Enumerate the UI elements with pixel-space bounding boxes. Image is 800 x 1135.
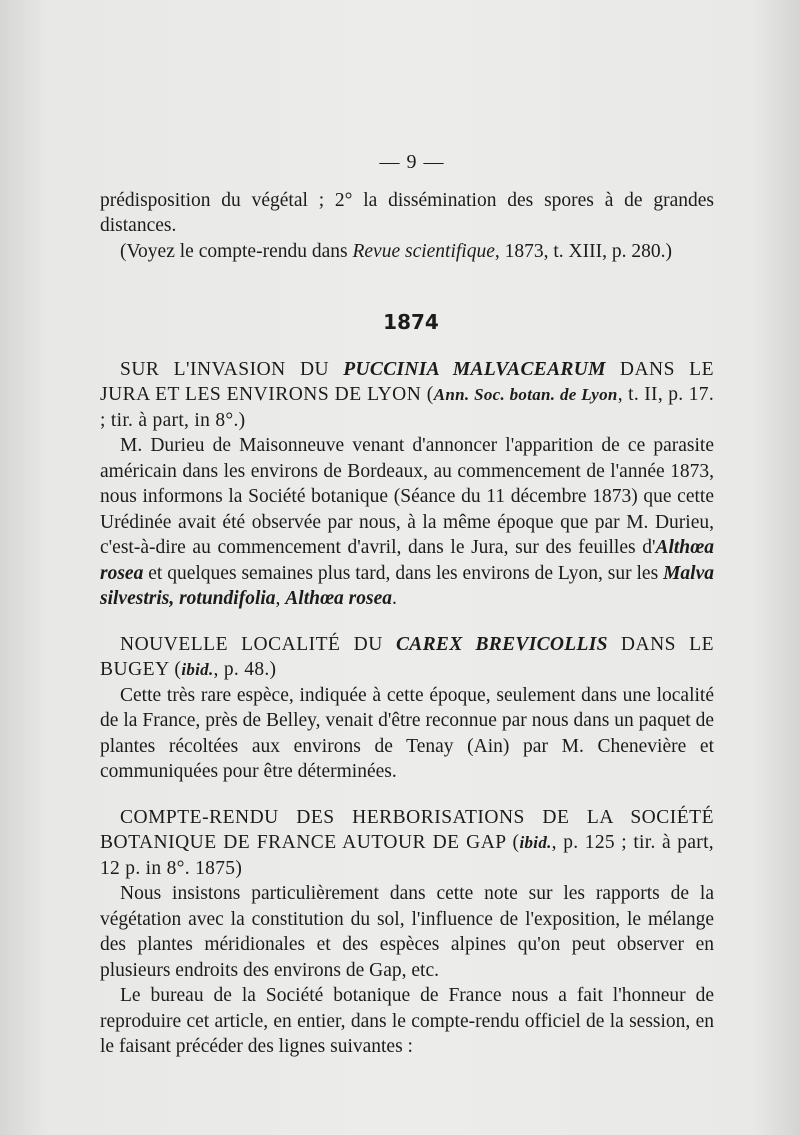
year-heading: 1874	[383, 310, 439, 334]
page-number: — 9 —	[379, 151, 445, 173]
section2-title-ref: ibid.	[181, 660, 214, 679]
section2-title-c: , p. 48.)	[213, 659, 277, 680]
section3-title	[100, 805, 714, 882]
section1-body-a: M. Durieu de Maisonneuve venant d'annoncer l'apparition de ce parasite américain dans les environs de Bordeaux, au commencement de l'année 1873, nous informons la Société botanique (Séance du 11 décembre 1873) que cette Urédinée avait été observée par nous, à la même époque que par M. Durieu, c'est-à-dire au commencement d'avril, dans le Jura, sur des feuilles d'	[100, 435, 714, 558]
intro-ref-journal: Revue scientifique	[352, 240, 495, 262]
intro-reference	[100, 239, 714, 265]
section1-species-2: Malva silvestris, rotundifolia	[100, 562, 714, 609]
section3-title-b: , p. 125 ; tir. à part, 12 p. in 8°. 1875)	[100, 832, 714, 879]
section2-title	[100, 632, 714, 683]
intro-text: prédisposition du végétal ; 2° la dissémination des spores à de grandes distances.	[100, 189, 714, 236]
section3-body-2: Le bureau de la Société botanique de France nous a fait l'honneur de reproduire cet article, en entier, dans le compte-rendu officiel de la session, en le faisant précéder des lignes suivantes :	[100, 985, 714, 1057]
section1-title-ref: Ann. Soc. botan. de Lyon	[433, 385, 618, 404]
intro-ref-prefix: (Voyez le compte-rendu dans	[120, 240, 353, 262]
intro-paragraph	[100, 188, 714, 239]
spacer	[100, 612, 714, 632]
spacer	[100, 785, 714, 805]
page-content	[100, 150, 714, 1060]
section2-title-b: DANS LE BUGEY (	[100, 633, 714, 680]
section2-title-a: NOUVELLE LOCALITÉ DU	[120, 633, 396, 655]
section1-species-1: Althœa rosea	[100, 537, 714, 584]
section1-body	[100, 433, 714, 612]
section1-title	[100, 357, 714, 434]
section3-title-a: COMPTE-RENDU DES HERBORISATIONS DE LA SOCIÉTÉ BOTANIQUE DE FRANCE AUTOUR DE GAP (	[100, 806, 714, 853]
section1-title-c: , t. II, p. 17. ; tir. à part, in 8°.)	[100, 384, 714, 431]
section1-body-d: .	[392, 588, 397, 609]
section3-body-1: Nous insistons particulièrement dans cette note sur les rapports de la végétation avec la constitution du sol, l'influence de l'exposition, le mélange des plantes méridionales et des espèces alpines qu'on peut observer en plusieurs endroits des environs de Gap, etc.	[100, 883, 714, 981]
section1-species-3: Althœa rosea	[285, 588, 393, 609]
section1-title-a: SUR L'INVASION DU	[120, 358, 344, 380]
section1-body-b: et quelques semaines plus tard, dans les environs de Lyon, sur les	[143, 562, 664, 584]
section3-title-ref: ibid.	[519, 833, 552, 852]
section1-title-b: DANS LE JURA ET LES ENVIRONS DE LYON (	[100, 358, 714, 405]
section2-body: Cette très rare espèce, indiquée à cette époque, seulement dans une localité de la France, près de Belley, venait d'être reconnue par nous dans un paquet de plantes récoltées aux environs de Tenay (Ain) par M. Chenevière et communiquées pour être déterminées.	[100, 684, 714, 782]
section1-title-species: PUCCINIA MALVACEARUM	[343, 358, 606, 380]
intro-ref-suffix: , 1873, t. XIII, p. 280.)	[494, 240, 672, 262]
section2-title-species: CAREX BREVICOLLIS	[395, 633, 608, 655]
section1-body-c: ,	[275, 588, 286, 609]
